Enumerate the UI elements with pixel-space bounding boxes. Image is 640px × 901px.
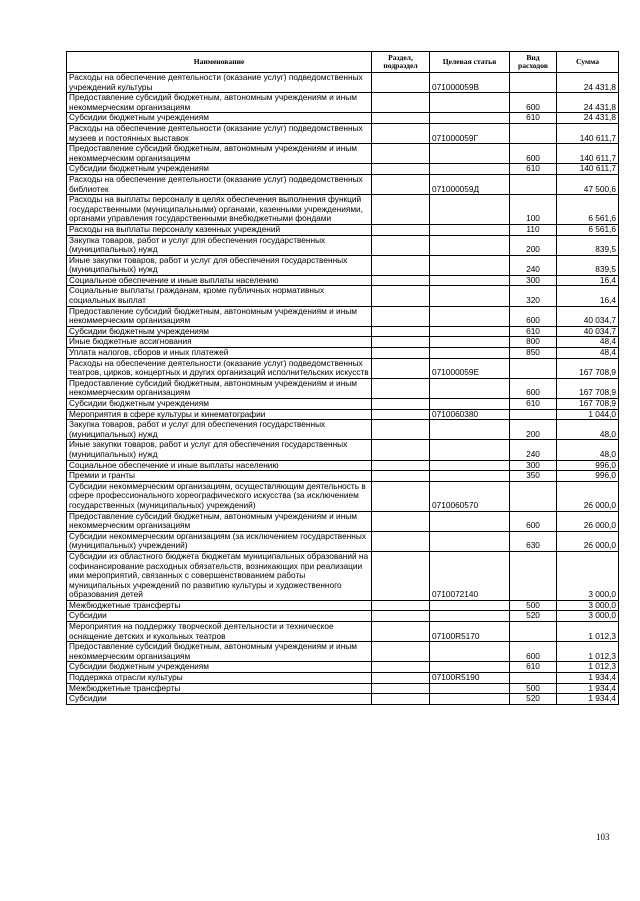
- cell-vid: [510, 73, 557, 93]
- cell-name: Субсидии: [67, 694, 372, 705]
- table-body: [67, 73, 619, 705]
- cell-vid: 610: [510, 399, 557, 410]
- cell-vid: 200: [510, 420, 557, 440]
- cell-sum: 26 000,0: [557, 481, 619, 511]
- cell-name: Социальное обеспечение и иные выплаты населению: [67, 275, 372, 286]
- cell-name: Поддержка отрасли культуры: [67, 673, 372, 684]
- cell-razdel: [372, 337, 430, 348]
- cell-sum: 140 611,7: [557, 164, 619, 175]
- table-row: [67, 551, 619, 600]
- cell-name: Мероприятия в сфере культуры и кинематографии: [67, 409, 372, 420]
- cell-vid: 200: [510, 235, 557, 255]
- cell-sum: 1 934,4: [557, 694, 619, 705]
- cell-sum: 1 044,0: [557, 409, 619, 420]
- header-row: [67, 52, 619, 73]
- cell-name: Субсидии бюджетным учреждениям: [67, 113, 372, 124]
- cell-name: Предоставление субсидий бюджетным, автономным учреждениям и иным некоммерческим организациям: [67, 511, 372, 531]
- cell-razdel: [372, 113, 430, 124]
- cell-name: Субсидии: [67, 611, 372, 622]
- cell-sum: 16,4: [557, 275, 619, 286]
- table-row: [67, 326, 619, 337]
- cell-vid: 850: [510, 348, 557, 359]
- cell-vid: 600: [510, 642, 557, 662]
- cell-vid: 240: [510, 255, 557, 275]
- cell-sum: 167 708,9: [557, 399, 619, 410]
- header-sum: Сумма: [557, 52, 619, 73]
- table-row: [67, 378, 619, 398]
- cell-vid: 610: [510, 164, 557, 175]
- table-row: [67, 673, 619, 684]
- table-row: [67, 93, 619, 113]
- cell-razdel: [372, 348, 430, 359]
- cell-razdel: [372, 471, 430, 482]
- table-row: [67, 420, 619, 440]
- cell-sum: 140 611,7: [557, 144, 619, 164]
- table-row: [67, 440, 619, 460]
- table-row: [67, 694, 619, 705]
- cell-vid: 600: [510, 511, 557, 531]
- cell-vid: 600: [510, 306, 557, 326]
- cell-target: [430, 460, 510, 471]
- cell-target: 0710060570: [430, 481, 510, 511]
- cell-razdel: [372, 531, 430, 551]
- cell-name: Иные бюджетные ассигнования: [67, 337, 372, 348]
- cell-vid: 350: [510, 471, 557, 482]
- table-row: [67, 600, 619, 611]
- cell-target: [430, 235, 510, 255]
- header-vid: Вид расходов: [510, 52, 557, 73]
- table-row: [67, 683, 619, 694]
- cell-sum: 1 012,3: [557, 622, 619, 642]
- cell-sum: 1 934,4: [557, 683, 619, 694]
- cell-sum: 48,4: [557, 337, 619, 348]
- cell-razdel: [372, 409, 430, 420]
- cell-vid: [510, 174, 557, 194]
- cell-razdel: [372, 642, 430, 662]
- cell-razdel: [372, 511, 430, 531]
- cell-sum: 1 012,3: [557, 662, 619, 673]
- cell-razdel: [372, 306, 430, 326]
- cell-target: [430, 306, 510, 326]
- cell-sum: 48,0: [557, 420, 619, 440]
- table-row: [67, 275, 619, 286]
- table-row: [67, 164, 619, 175]
- cell-vid: [510, 481, 557, 511]
- cell-target: 07100R5170: [430, 622, 510, 642]
- cell-sum: 26 000,0: [557, 531, 619, 551]
- table-row: [67, 409, 619, 420]
- cell-name: Субсидии бюджетным учреждениям: [67, 662, 372, 673]
- cell-name: Субсидии бюджетным учреждениям: [67, 164, 372, 175]
- cell-razdel: [372, 73, 430, 93]
- cell-name: Иные закупки товаров, работ и услуг для обеспечения государственных (муниципальных) нужд: [67, 255, 372, 275]
- cell-target: [430, 195, 510, 225]
- cell-name: Межбюджетные трансферты: [67, 683, 372, 694]
- cell-sum: 6 561,6: [557, 195, 619, 225]
- cell-name: Закупка товаров, работ и услуг для обеспечения государственных (муниципальных) нужд: [67, 420, 372, 440]
- cell-vid: 500: [510, 683, 557, 694]
- cell-name: Предоставление субсидий бюджетным, автономным учреждениям и иным некоммерческим организациям: [67, 642, 372, 662]
- cell-vid: 240: [510, 440, 557, 460]
- cell-name: Иные закупки товаров, работ и услуг для обеспечения государственных (муниципальных) нужд: [67, 440, 372, 460]
- cell-sum: 40 034,7: [557, 306, 619, 326]
- cell-vid: 630: [510, 531, 557, 551]
- table-row: [67, 662, 619, 673]
- cell-vid: [510, 358, 557, 378]
- table-row: [67, 306, 619, 326]
- cell-vid: 800: [510, 337, 557, 348]
- cell-target: [430, 326, 510, 337]
- cell-vid: 320: [510, 286, 557, 306]
- cell-name: Субсидии из областного бюджета бюджетам муниципальных образований на софинансирование расходных обязательств, возникающих при реализации ими мероприятий, связанных с совершенствованием работы муниципальных учреждений по развитию культуры и художественного образования детей: [67, 551, 372, 600]
- cell-target: [430, 144, 510, 164]
- cell-target: [430, 224, 510, 235]
- cell-sum: 24 431,8: [557, 93, 619, 113]
- cell-name: Предоставление субсидий бюджетным, автономным учреждениям и иным некоммерческим организациям: [67, 378, 372, 398]
- cell-vid: [510, 551, 557, 600]
- cell-target: [430, 420, 510, 440]
- cell-razdel: [372, 255, 430, 275]
- cell-name: Закупка товаров, работ и услуг для обеспечения государственных (муниципальных) нужд: [67, 235, 372, 255]
- cell-name: Субсидии бюджетным учреждениям: [67, 326, 372, 337]
- table-header: [67, 52, 619, 73]
- cell-sum: 24 431,8: [557, 73, 619, 93]
- table-row: [67, 471, 619, 482]
- cell-target: [430, 286, 510, 306]
- cell-name: Расходы на обеспечение деятельности (оказание услуг) подведомственных библиотек: [67, 174, 372, 194]
- table-row: [67, 113, 619, 124]
- cell-razdel: [372, 399, 430, 410]
- cell-razdel: [372, 144, 430, 164]
- cell-sum: 16,4: [557, 286, 619, 306]
- cell-target: [430, 611, 510, 622]
- cell-target: [430, 399, 510, 410]
- cell-target: [430, 275, 510, 286]
- cell-razdel: [372, 662, 430, 673]
- cell-target: 071000059Д: [430, 174, 510, 194]
- cell-target: 071000059В: [430, 73, 510, 93]
- cell-sum: 1 934,4: [557, 673, 619, 684]
- cell-sum: 6 561,6: [557, 224, 619, 235]
- header-razdel: Раздел, подраздел: [372, 52, 430, 73]
- cell-name: Субсидии некоммерческим организациям (за исключением государственных (муниципальных) учреждений): [67, 531, 372, 551]
- cell-razdel: [372, 164, 430, 175]
- cell-vid: 300: [510, 275, 557, 286]
- cell-target: 07100R5190: [430, 673, 510, 684]
- cell-vid: 520: [510, 611, 557, 622]
- cell-target: [430, 683, 510, 694]
- table-row: [67, 348, 619, 359]
- cell-razdel: [372, 481, 430, 511]
- cell-sum: 24 431,8: [557, 113, 619, 124]
- cell-name: Социальные выплаты гражданам, кроме публичных нормативных социальных выплат: [67, 286, 372, 306]
- cell-sum: 47 500,6: [557, 174, 619, 194]
- table-row: [67, 511, 619, 531]
- cell-razdel: [372, 694, 430, 705]
- cell-vid: 500: [510, 600, 557, 611]
- cell-target: [430, 694, 510, 705]
- cell-vid: 100: [510, 195, 557, 225]
- cell-name: Предоставление субсидий бюджетным, автономным учреждениям и иным некоммерческим организациям: [67, 144, 372, 164]
- cell-vid: 110: [510, 224, 557, 235]
- cell-sum: 40 034,7: [557, 326, 619, 337]
- cell-sum: 1 012,3: [557, 642, 619, 662]
- cell-target: [430, 642, 510, 662]
- budget-table: [66, 51, 619, 705]
- cell-razdel: [372, 551, 430, 600]
- table-row: [67, 235, 619, 255]
- cell-target: [430, 164, 510, 175]
- cell-target: [430, 93, 510, 113]
- cell-vid: 610: [510, 326, 557, 337]
- cell-razdel: [372, 460, 430, 471]
- table-row: [67, 611, 619, 622]
- cell-name: Уплата налогов, сборов и иных платежей: [67, 348, 372, 359]
- table-row: [67, 481, 619, 511]
- cell-razdel: [372, 611, 430, 622]
- cell-name: Премии и гранты: [67, 471, 372, 482]
- table-row: [67, 73, 619, 93]
- cell-name: Расходы на обеспечение деятельности (оказание услуг) подведомственных учреждений культуры: [67, 73, 372, 93]
- table-row: [67, 358, 619, 378]
- cell-target: 071000059Г: [430, 123, 510, 143]
- cell-target: [430, 662, 510, 673]
- cell-name: Предоставление субсидий бюджетным, автономным учреждениям и иным некоммерческим организациям: [67, 306, 372, 326]
- cell-razdel: [372, 673, 430, 684]
- cell-razdel: [372, 600, 430, 611]
- cell-name: Расходы на обеспечение деятельности (оказание услуг) подведомственных музеев и постоянных выставок: [67, 123, 372, 143]
- cell-vid: 600: [510, 144, 557, 164]
- table-row: [67, 195, 619, 225]
- cell-vid: 600: [510, 93, 557, 113]
- cell-target: [430, 255, 510, 275]
- cell-target: [430, 113, 510, 124]
- cell-vid: [510, 409, 557, 420]
- cell-sum: 839,5: [557, 255, 619, 275]
- header-name: Наименование: [67, 52, 372, 73]
- cell-razdel: [372, 195, 430, 225]
- cell-razdel: [372, 123, 430, 143]
- cell-target: 071000059Е: [430, 358, 510, 378]
- cell-razdel: [372, 235, 430, 255]
- cell-name: Субсидии бюджетным учреждениям: [67, 399, 372, 410]
- cell-sum: 3 000,0: [557, 600, 619, 611]
- cell-razdel: [372, 378, 430, 398]
- cell-razdel: [372, 224, 430, 235]
- cell-vid: 610: [510, 113, 557, 124]
- cell-razdel: [372, 683, 430, 694]
- header-target: Целевая статья: [430, 52, 510, 73]
- cell-sum: 48,0: [557, 440, 619, 460]
- table-row: [67, 642, 619, 662]
- table-row: [67, 123, 619, 143]
- cell-target: [430, 600, 510, 611]
- cell-vid: [510, 123, 557, 143]
- cell-razdel: [372, 420, 430, 440]
- table-row: [67, 286, 619, 306]
- cell-sum: 167 708,9: [557, 358, 619, 378]
- table-row: [67, 255, 619, 275]
- cell-target: [430, 511, 510, 531]
- cell-name: Расходы на обеспечение деятельности (оказание услуг) подведомственных театров, цирков, концертных и других организаций исполнительских искусств: [67, 358, 372, 378]
- cell-name: Социальное обеспечение и иные выплаты населению: [67, 460, 372, 471]
- cell-name: Расходы на выплаты персоналу казенных учреждений: [67, 224, 372, 235]
- cell-vid: 520: [510, 694, 557, 705]
- cell-razdel: [372, 622, 430, 642]
- cell-razdel: [372, 174, 430, 194]
- cell-sum: 167 708,9: [557, 378, 619, 398]
- table-row: [67, 174, 619, 194]
- cell-sum: 3 000,0: [557, 551, 619, 600]
- cell-target: [430, 337, 510, 348]
- cell-razdel: [372, 93, 430, 113]
- cell-razdel: [372, 275, 430, 286]
- cell-vid: 300: [510, 460, 557, 471]
- cell-target: [430, 471, 510, 482]
- cell-vid: 600: [510, 378, 557, 398]
- cell-target: 0710060380: [430, 409, 510, 420]
- cell-sum: 3 000,0: [557, 611, 619, 622]
- cell-target: [430, 440, 510, 460]
- cell-razdel: [372, 440, 430, 460]
- cell-razdel: [372, 358, 430, 378]
- table-row: [67, 224, 619, 235]
- cell-razdel: [372, 286, 430, 306]
- cell-target: [430, 348, 510, 359]
- page-number: 103: [596, 832, 610, 842]
- cell-vid: [510, 673, 557, 684]
- cell-target: [430, 531, 510, 551]
- cell-razdel: [372, 326, 430, 337]
- cell-sum: 26 000,0: [557, 511, 619, 531]
- cell-sum: 839,5: [557, 235, 619, 255]
- cell-sum: 140 611,7: [557, 123, 619, 143]
- cell-vid: [510, 622, 557, 642]
- table-row: [67, 337, 619, 348]
- cell-name: Предоставление субсидий бюджетным, автономным учреждениям и иным некоммерческим организациям: [67, 93, 372, 113]
- table-row: [67, 531, 619, 551]
- cell-name: Субсидии некоммерческим организациям, осуществляющим деятельность в сфере профессионального хореографического искусства (за исключением государственных (муниципальных) учреждений): [67, 481, 372, 511]
- cell-name: Межбюджетные трансферты: [67, 600, 372, 611]
- cell-name: Мероприятия на поддержку творческой деятельности и техническое оснащение детских и кукольных театров: [67, 622, 372, 642]
- cell-vid: 610: [510, 662, 557, 673]
- cell-sum: 996,0: [557, 471, 619, 482]
- table-row: [67, 460, 619, 471]
- table-row: [67, 622, 619, 642]
- cell-name: Расходы на выплаты персоналу в целях обеспечения выполнения функций государственными (муниципальными) органами, казенными учреждениями, органами управления государственными внебюджетными фондами: [67, 195, 372, 225]
- table-row: [67, 399, 619, 410]
- cell-target: 0710072140: [430, 551, 510, 600]
- cell-sum: 48,4: [557, 348, 619, 359]
- table-row: [67, 144, 619, 164]
- cell-target: [430, 378, 510, 398]
- cell-sum: 996,0: [557, 460, 619, 471]
